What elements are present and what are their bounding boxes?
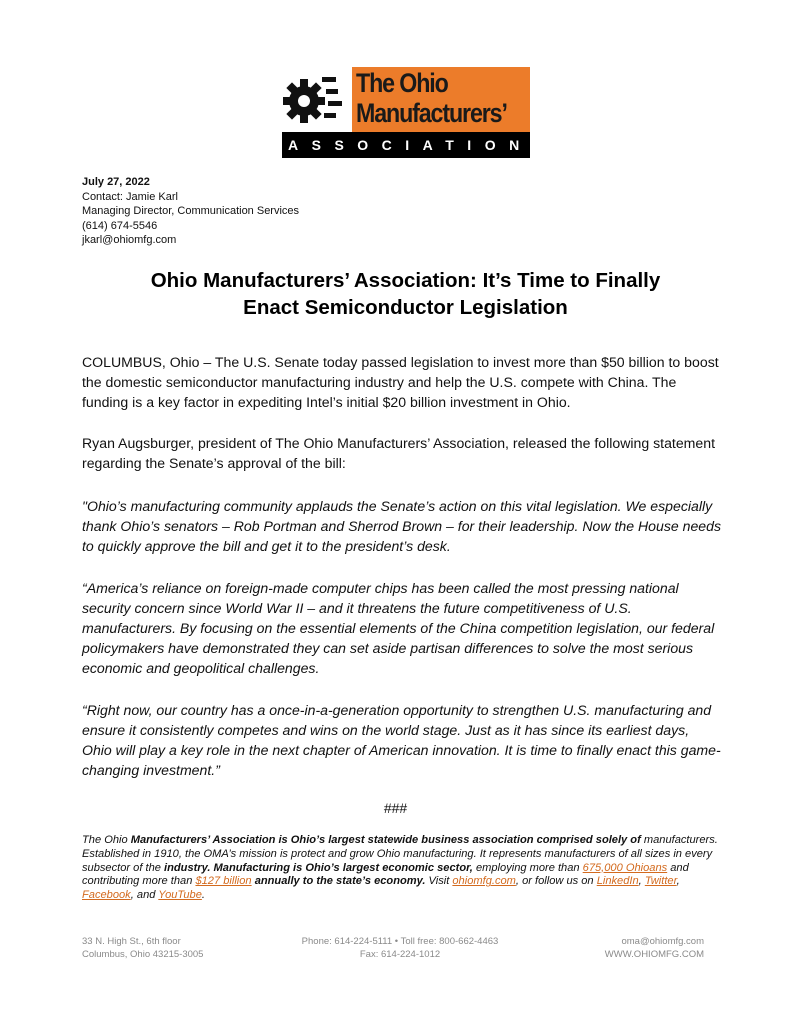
boilerplate-text: employing more than <box>472 861 583 874</box>
separator: , <box>638 875 645 888</box>
contact-phone: (614) 674-5546 <box>82 219 158 232</box>
headline-line1: Ohio Manufacturers’ Association: It’s Time to Finally <box>150 269 661 292</box>
ohioans-link[interactable]: 675,000 Ohioans <box>582 861 668 874</box>
billion-link[interactable]: $127 billion <box>195 875 252 888</box>
quote-paragraph-1: "Ohio’s manufacturing community applauds the Senate’s action on this vital legislation. We especially thank Ohio’s senators – Rob Portman and Sherrod Brown – for their leadership. Now the House needs to quickly approve the bill and get it to the president’s desk. <box>82 498 722 554</box>
boilerplate-paragraph <box>82 834 727 903</box>
intro-paragraph: Ryan Augsburger, president of The Ohio Manufacturers’ Association, released the following statement regarding the Senate’s approval of the bill: <box>82 435 716 471</box>
logo-name <box>356 68 507 128</box>
quote-paragraph-2: “America’s reliance on foreign-made computer chips has been called the most pressing national security concern since World War II – and it threatens the future competitiveness of U.S. manufacturers. By focusing on the essential elements of the China competition legislation, our federal policymakers have demonstrated they can set aside partisan differences to solve the most serious economic and geopolitical challenges. <box>82 580 715 676</box>
contact-block <box>82 175 299 248</box>
quote-paragraph-3: “Right now, our country has a once-in-a-generation opportunity to strengthen U.S. manufacturing and ensure it consistently competes and wins on the world stage. Just as it has since its earliest days, Ohio will play a key role in the next chapter of American innovation. It is time to finally enact this game-changing investment.” <box>82 702 721 778</box>
headline-line2: Enact Semiconductor Legislation <box>243 296 568 319</box>
lead-paragraph: COLUMBUS, Ohio – The U.S. Senate today passed legislation to invest more than $50 billion to boost the domestic semiconductor manufacturing industry and help the U.S. compete with China. The funding is a key factor in expediting Intel’s initial $20 billion investment in Ohio. <box>82 354 719 410</box>
boilerplate-text: . <box>201 889 205 902</box>
footer-fax: Fax: 614-224-1012 <box>359 948 441 960</box>
twitter-link[interactable]: Twitter <box>644 875 677 888</box>
release-date: July 27, 2022 <box>82 176 150 188</box>
boilerplate-bold-text: industry. Manufacturing is Ohio’s largest economic sector, <box>164 861 473 874</box>
boilerplate-bold-text: Manufacturers’ Association is Ohio’s largest statewide business association comprised solely of <box>130 834 641 846</box>
boilerplate-text: The Ohio <box>82 834 131 846</box>
footer-phone-block <box>275 936 525 961</box>
end-mark: ### <box>383 800 408 816</box>
logo-name-line1: The Ohio <box>356 68 448 98</box>
oma-logo <box>282 67 533 158</box>
footer-address-line2: Columbus, Ohio 43215-3005 <box>82 948 204 960</box>
logo-name-line2: Manufacturers’ <box>356 98 507 128</box>
logo-gear-panel <box>282 67 352 132</box>
footer-web-block <box>605 936 704 961</box>
boilerplate-text: and contributing more than <box>82 861 689 888</box>
boilerplate-bold-text: annually to the state’s economy. <box>251 875 426 888</box>
linkedin-link[interactable]: LinkedIn <box>596 875 639 888</box>
footer-address-line1: 33 N. High St., 6th floor <box>82 936 181 947</box>
gear-icon <box>282 67 352 132</box>
boilerplate-text: , or follow us on <box>515 875 597 888</box>
footer-website-link[interactable]: WWW.OHIOMFG.COM <box>604 948 704 960</box>
footer-phone: Phone: 614-224-5111 • Toll free: 800-662-4463 <box>301 936 499 947</box>
boilerplate-text: , and <box>130 889 159 902</box>
page-title <box>60 267 751 321</box>
boilerplate-text: Visit <box>425 875 453 888</box>
website-link[interactable]: ohiomfg.com <box>452 875 516 888</box>
boilerplate-text: manufacturers. Established in 1910, the OMA’s mission is protect and grow Ohio manufacturing. It represents manufacturers of all sizes in every subsector of the <box>82 834 718 874</box>
separator: , <box>676 875 680 888</box>
contact-email: jkarl@ohiomfg.com <box>82 234 177 247</box>
footer-address <box>82 936 203 961</box>
footer-email-link[interactable]: oma@ohiomfg.com <box>621 936 704 947</box>
logo-association-band: ASSOCIATION <box>282 132 530 158</box>
facebook-link[interactable]: Facebook <box>82 889 131 902</box>
contact-name: Contact: Jamie Karl <box>82 190 178 203</box>
youtube-link[interactable]: YouTube <box>158 889 202 902</box>
contact-title: Managing Director, Communication Services <box>82 205 300 218</box>
